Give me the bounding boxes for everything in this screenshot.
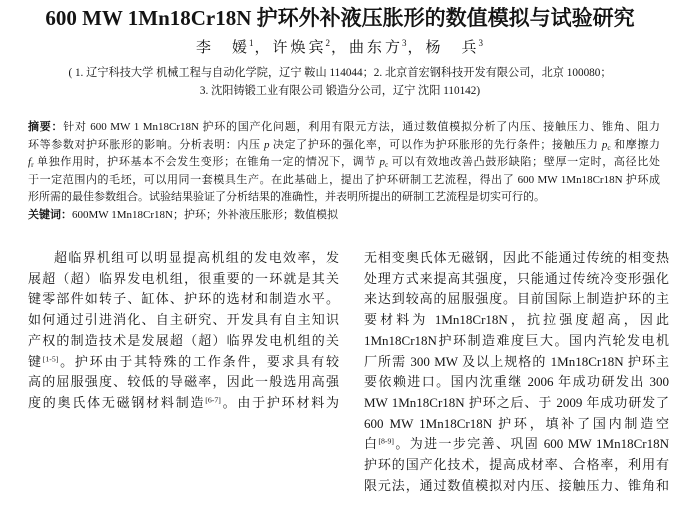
body-line <box>28 289 339 310</box>
body-line <box>364 331 669 352</box>
body-line <box>28 248 339 269</box>
superscript: [8-9] <box>378 437 394 447</box>
body-line <box>28 310 339 331</box>
body-line <box>364 434 669 455</box>
italic-symbol: p <box>264 138 270 151</box>
abstract-line <box>28 154 660 172</box>
text-run: 白 <box>364 436 379 452</box>
text-run: 度的奥氏体无磁钢材料制造 <box>28 394 206 410</box>
italic-symbol: p <box>379 156 386 168</box>
body-line <box>364 310 669 331</box>
text-run: 限元法，通过数值模拟对内压、接触压力、锥角和 <box>364 477 669 493</box>
affiliation-mark: 2 <box>325 38 330 48</box>
text-run: 。由于护环材料为 <box>220 394 339 410</box>
abstract-line <box>28 119 660 137</box>
text-run: 。为进一步完善、巩固 600 MW 1Mn18Cr18N <box>393 436 669 452</box>
affiliation-mark: 3 <box>402 38 407 48</box>
text-run: 键 <box>28 353 43 369</box>
subscript: c <box>607 142 611 152</box>
body-line <box>364 372 669 393</box>
paper-title: 600 MW 1Mn18Cr18N 护环外补液压胀形的数值模拟与试验研究 <box>45 6 635 30</box>
affiliation-mark: 3 <box>478 38 484 48</box>
superscript: [1-5] <box>42 354 59 364</box>
text-run: 600 MW 1Mn18Cr18N 护环，填补了国内制造空 <box>364 415 669 431</box>
italic-symbol: p <box>601 138 608 151</box>
abstract-text <box>28 119 660 207</box>
subscript: c <box>385 159 389 169</box>
author-name: 许焕宾 <box>272 40 327 56</box>
affiliation-line: ( 1. 辽宁科技大学 机械工程与自动化学院，辽宁 鞍山 114044；2. 北京首宏钢科技开发有限公司，北京 100080； <box>68 67 612 79</box>
abstract-line <box>28 137 660 155</box>
text-run: 超临界机组可以明显提高机组的发电效率，发 <box>54 250 339 265</box>
abstract-line <box>28 172 660 190</box>
body-line <box>364 269 669 290</box>
text-run: 环等参数对护环胀形的影响。分析表明：内压 <box>28 138 264 151</box>
text-run: 于一定范围内的毛坯，可以用同一套模具生产。在此基础上，提出了护环研制工艺流程，得出了 600 MW 1Mn18Cr18N 护环成 <box>28 173 660 186</box>
text-run: 处理方式来提高其强度，只能通过传统冷变形强化 <box>364 270 669 286</box>
text-run: 单独作用时，护环基本不会发生变形；在锥角一定的情况下，调节 <box>33 156 380 168</box>
text-run: MW 1Mn18Cr18N 护环之后、于 2009 年成功研发了 <box>364 394 669 410</box>
author-name: 杨 兵 <box>425 40 480 56</box>
text-run: 厂所需 300 MW 及以上规格的 1Mn18Cr18N 护环主 <box>364 353 669 369</box>
body-line <box>364 289 669 310</box>
text-run: 可以有效地改善凸鼓形缺陷；壁厚一定时，高径比处 <box>388 156 661 168</box>
affiliations <box>0 64 680 100</box>
text-run: 护环的国产化技术，提高成材率、合格率，利用有 <box>364 457 669 473</box>
affiliation-line: 3. 沈阳铸锻工业有限公司 锻造分公司，辽宁 沈阳 110142) <box>199 85 481 97</box>
abstract <box>28 119 660 224</box>
body-line <box>28 372 339 393</box>
left-column <box>28 248 339 414</box>
body-line <box>364 476 669 497</box>
author-list <box>0 38 680 58</box>
keywords <box>28 207 660 225</box>
author-separator: ， <box>254 40 273 56</box>
superscript: [6-7] <box>205 395 221 405</box>
body-line <box>364 248 669 269</box>
affiliation-mark: 1 <box>248 38 254 48</box>
body-line <box>28 331 339 352</box>
text-run: 无相变奥氏体无磁钢，因此不能通过传统的相变热 <box>364 250 669 265</box>
text-run: 1Mn18Cr18N护环制造难度巨大。国内汽轮发电机 <box>364 332 669 348</box>
body-line <box>364 393 669 414</box>
text-run: 。护环由于其特殊的工作条件，要求具有较 <box>58 353 339 369</box>
body-line <box>364 455 669 476</box>
bold-label: 摘要： <box>28 121 64 133</box>
keywords-text: 600MW 1Mn18Cr18N；护环；外补液压胀形；数值模拟 <box>72 208 338 221</box>
text-run: 键零部件如转子、缸体、护环的选材和制造水平。 <box>28 291 339 307</box>
abstract-line <box>28 189 660 207</box>
text-run: 决定了护环的强化率，可以作为护环胀形的先行条件；接触压力 <box>269 138 602 151</box>
text-run: 来达到较高的屈服强度。目前国际上制造护环的主 <box>364 291 669 307</box>
body-line <box>28 393 339 414</box>
author-name: 曲东方 <box>349 40 404 56</box>
text-run: 要依赖进口。国内沈重继 2006 年成功研发出 300 <box>364 374 669 390</box>
text-run: 如何通过引进消化、自主研究、开发具有自主知识 <box>28 312 339 328</box>
text-run: 产权的制造技术是发展超（超）临界发电机组的关 <box>28 332 339 348</box>
author-separator: ， <box>407 40 426 56</box>
text-run: 和摩擦力 <box>610 138 661 151</box>
body-line <box>28 269 339 290</box>
text-run: 要材料为 1Mn18Cr18N，抗拉强度超高，因此 <box>364 312 669 328</box>
keywords-label: 关键词： <box>28 208 72 221</box>
italic-symbol: f <box>28 156 32 168</box>
author-name: 李 媛 <box>195 40 250 56</box>
text-run: 针对 600 MW 1 Mn18Cr18N 护环的国产化问题，利用有限元方法，通过数值模拟分析了内压、接触压力、锥角、阻力 <box>63 121 661 133</box>
text-run: 高的屈服强度、较低的导磁率，因此一般选用高强 <box>28 374 339 390</box>
body-line <box>364 352 669 373</box>
text-run: 展超（超）临界发电机组，很重要的一环就是其关 <box>28 270 339 286</box>
body-line <box>28 352 339 373</box>
text-run: 形所需的最佳参数组合。试验结果验证了分析结果的准确性，并表明所提出的研制工艺流程是切实可行的。 <box>28 191 545 203</box>
right-column <box>364 248 669 496</box>
subscript: r <box>31 159 34 169</box>
body-line <box>364 414 669 435</box>
author-separator: ， <box>330 40 349 56</box>
